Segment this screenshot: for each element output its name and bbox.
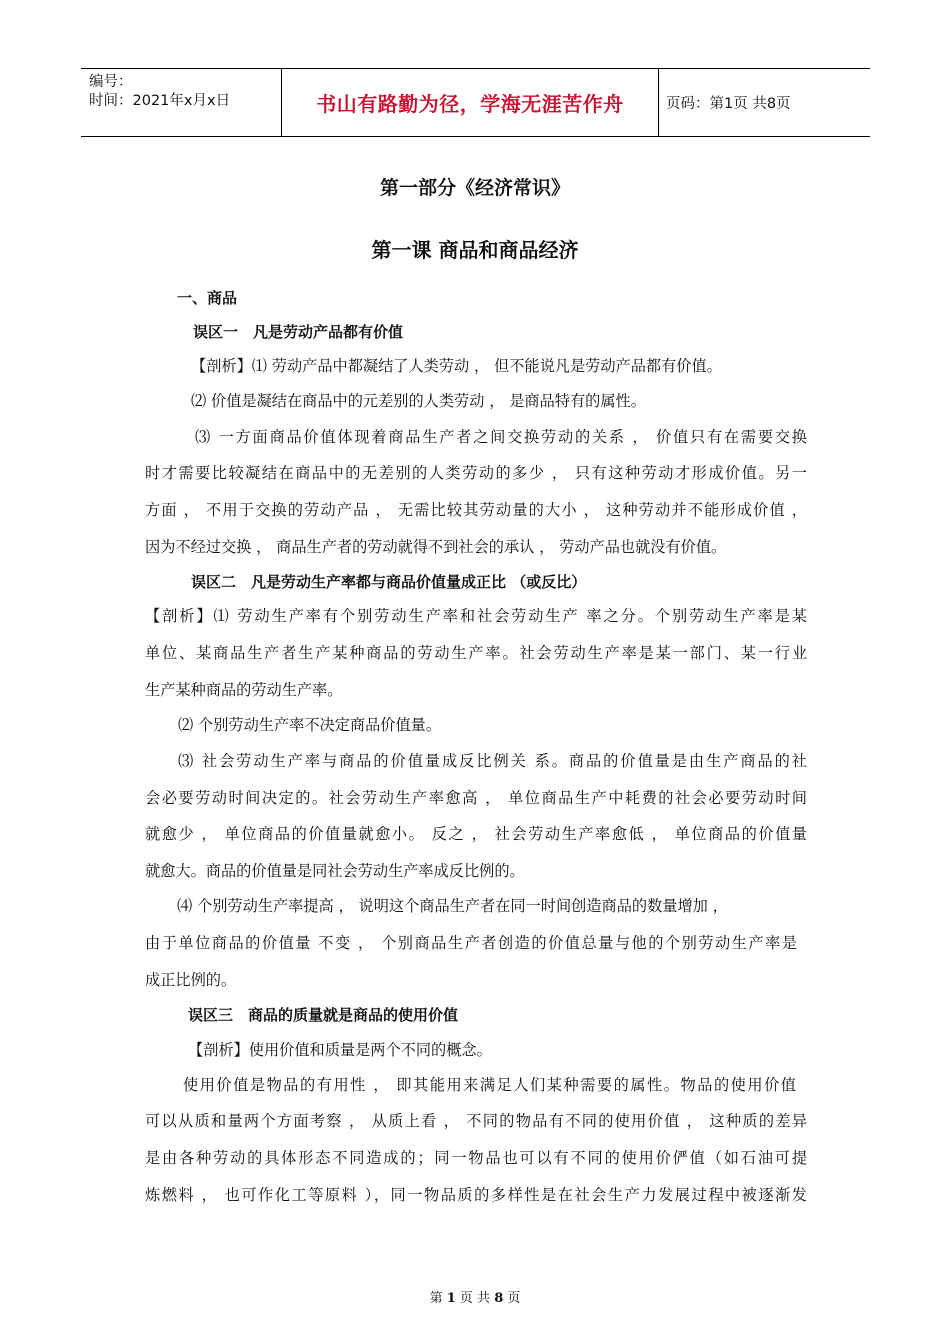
- paragraph-line: 可以从质和量两个方面考察 ， 从质上看 ， 不同的物品有不同的使用价值 ， 这种质的差异: [145, 1112, 807, 1130]
- paragraph-line: 时才需要比较凝结在商品中的无差别的人类劳动的多少 ， 只有这种劳动才形成价值。另一: [145, 464, 807, 482]
- page-footer: [0, 1287, 950, 1306]
- paragraph-line: 炼燃料 ， 也可作化工等原料 ），同一物品质的多样性是在社会生产力发展过程中被逐渐发: [145, 1186, 807, 1204]
- paragraph-line: 就愈大。商品的价值量是同社会劳动生产率成反比例的。: [145, 862, 525, 880]
- footer-mid: 页 共: [459, 1291, 491, 1306]
- paragraph-line: ⑷ 个别劳动生产率提高 ， 说明这个商品生产者在同一时间创造商品的数量增加 ，: [177, 897, 728, 915]
- paragraph-line: 单位、某商品生产者生产某种商品的劳动生产率。社会劳动生产率是某一部门、某一行业: [145, 644, 807, 662]
- paragraph-line: ⑶ 一方面商品价值体现着商品生产者之间交换劳动的关系 ， 价值只有在需要交换: [195, 428, 807, 446]
- footer-total-pages: 8: [494, 1291, 504, 1306]
- paragraph-line: 【剖析】⑴ 劳动产品中都凝结了人类劳动 ， 但不能说凡是劳动产品都有价值。: [191, 357, 722, 375]
- paragraph-line: ⑶ 社会劳动生产率与商品的价值量成反比例关 系。商品的价值量是由生产商品的社: [178, 752, 807, 770]
- page-info: 页码：第1页 共8页: [666, 96, 791, 112]
- paragraph-line: 成正比例的。: [145, 971, 237, 989]
- part-title: 第一部分《经济常识》: [379, 177, 570, 199]
- lesson-title: 第一课 商品和商品经济: [371, 238, 579, 262]
- misconception-heading: 误区一 凡是劳动产品都有价值: [193, 323, 404, 341]
- header-page-cell: [659, 69, 870, 136]
- header-table: [81, 68, 870, 137]
- misconception-heading: 误区三 商品的质量就是商品的使用价值: [188, 1006, 459, 1024]
- paragraph-line: 使用价值是物品的有用性 ， 即其能用来满足人们某种需要的属性。物品的使用价值: [183, 1076, 796, 1094]
- motto: 书山有路勤为径，学海无涯苦作舟: [316, 92, 624, 116]
- header-motto-cell: [282, 69, 659, 136]
- paragraph-line: 【剖析】⑴ 劳动生产率有个别劳动生产率和社会劳动生产 率之分。个别劳动生产率是某: [145, 607, 807, 625]
- paragraph-line: 是由各种劳动的具体形态不同造成的；同一物品也可以有不同的使用价俨值（如石油可提: [145, 1149, 807, 1167]
- paragraph-line: 就愈少 ， 单位商品的价值量就愈小。 反之 ， 社会劳动生产率愈低 ， 单位商品的价值量: [145, 825, 807, 843]
- section-heading: 一、商品: [177, 289, 238, 307]
- paragraph-line: 会必要劳动时间决定的。社会劳动生产率愈高 ， 单位商品生产中耗费的社会必要劳动时间: [145, 789, 807, 807]
- paragraph-line: ⑵ 个别劳动生产率不决定商品价值量。: [178, 716, 442, 734]
- footer-page-number: 1: [446, 1291, 456, 1306]
- footer-prefix: 第: [429, 1291, 443, 1306]
- footer-suffix: 页: [507, 1291, 521, 1306]
- date-label: 时间：2021年x月x日: [89, 93, 231, 109]
- paragraph-line: ⑵ 价值是凝结在商品中的元差别的人类劳动 ， 是商品特有的属性。: [191, 392, 646, 410]
- paragraph-line: 因为不经过交换 ， 商品生产者的劳动就得不到社会的承认 ， 劳动产品也就没有价值。: [145, 538, 727, 556]
- number-label: 编号：: [89, 74, 133, 90]
- header-meta-cell: [81, 69, 282, 136]
- paragraph-line: 【剖析】使用价值和质量是两个不同的概念。: [188, 1041, 492, 1059]
- paragraph-line: 生产某种商品的劳动生产率。: [145, 681, 343, 699]
- paragraph-line: 由于单位商品的价值量 不变 ， 个别商品生产者创造的价值总量与他的个别劳动生产率是: [145, 934, 797, 952]
- misconception-heading: 误区二 凡是劳动生产率都与商品价值量成正比 （或反比）: [191, 573, 587, 591]
- paragraph-line: 方面 ， 不用于交换的劳动产品 ， 无需比较其劳动量的大小 ， 这种劳动并不能形成价值 ，: [145, 501, 807, 519]
